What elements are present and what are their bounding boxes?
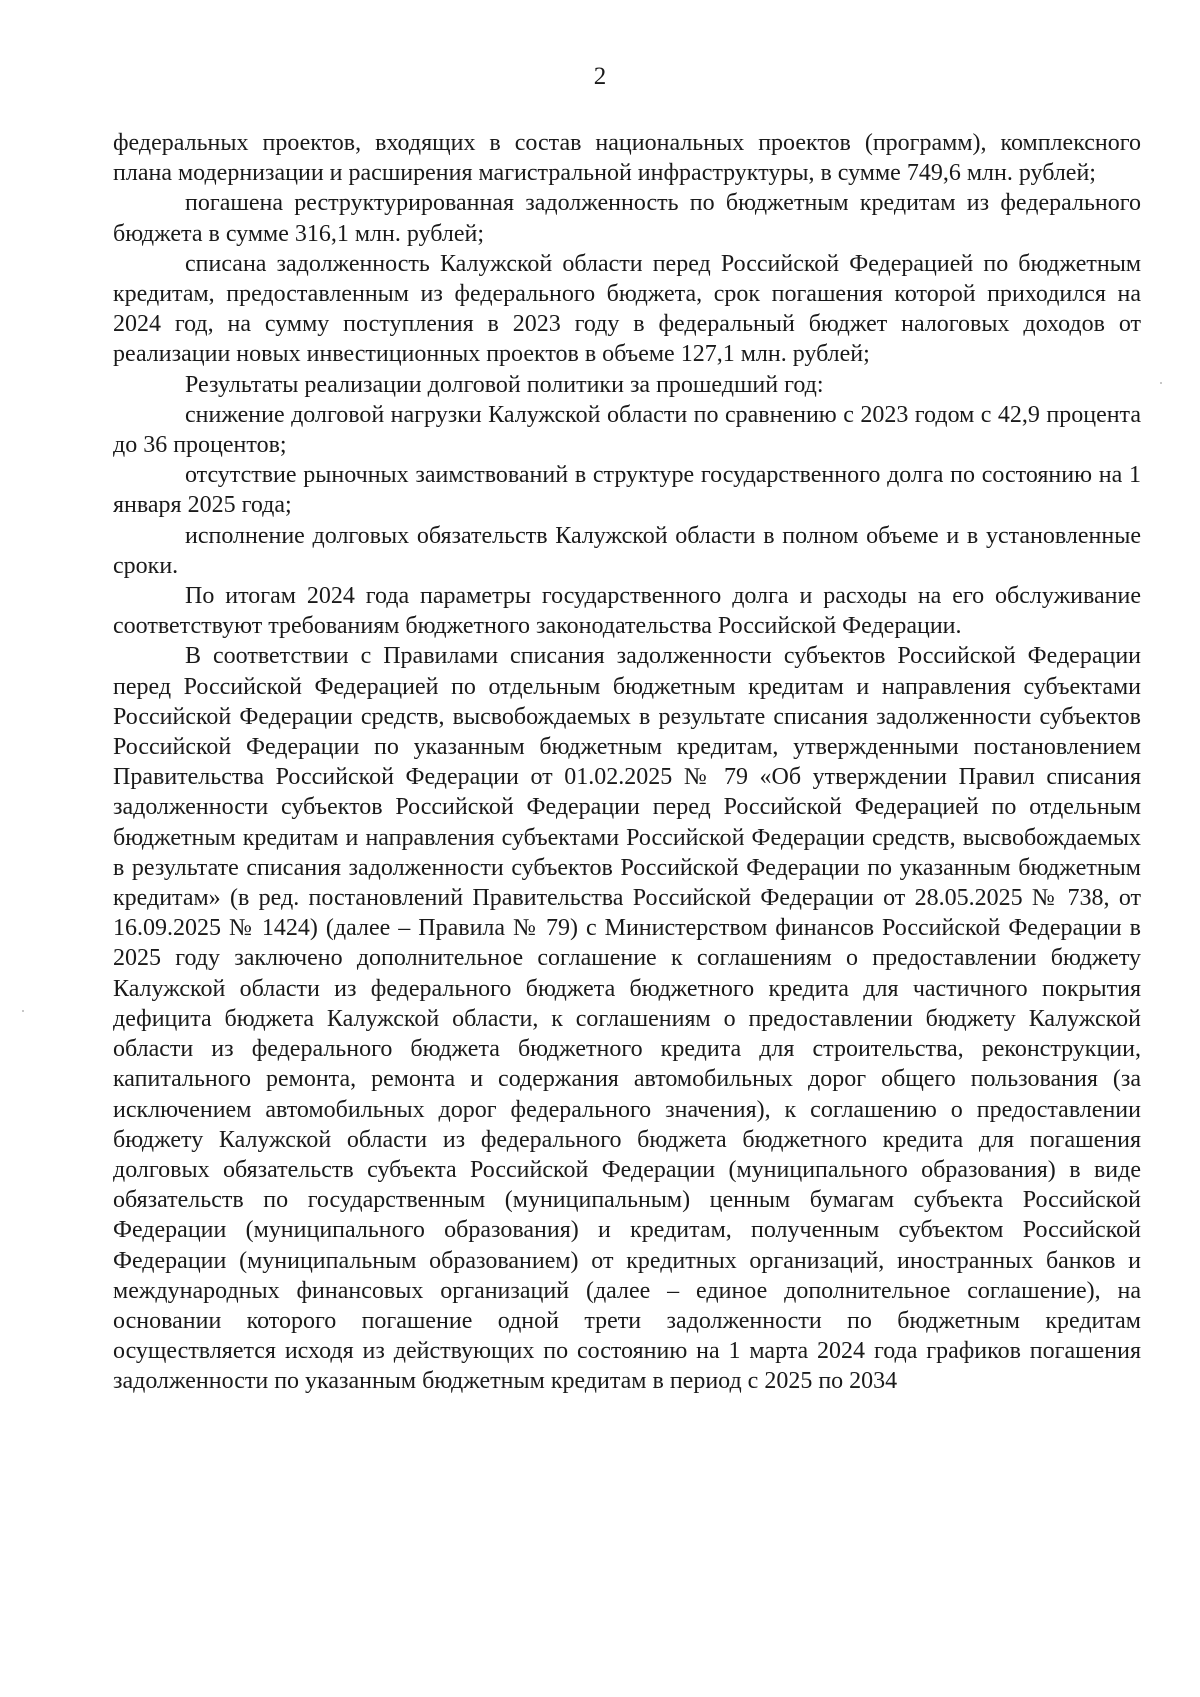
paragraph-1: федеральных проектов, входящих в состав национальных проектов (программ), комплексного плана модернизации и расширения магистральной инфраструктуры, в сумме 749,6 млн. рублей;: [113, 130, 1141, 187]
document-body: [113, 128, 1141, 1397]
paragraph-3: списана задолженность Калужской области перед Российской Федерацией по бюджетным кредитам, предоставленным из федерального бюджета, срок погашения которой приходился на 2024 год, на сумму поступления в 2023 году в федеральный бюджет налоговых доходов от реализации новых инвестиционных проектов в объеме 127,1 млн. рублей;: [113, 250, 1141, 368]
paragraph-7: исполнение долговых обязательств Калужской области в полном объеме и в установленные сроки.: [113, 522, 1141, 579]
paragraph-6: отсутствие рыночных заимствований в структуре государственного долга по состоянию на 1 января 2025 года;: [113, 462, 1141, 519]
paragraph-5: снижение долговой нагрузки Калужской области по сравнению с 2023 годом с 42,9 процента до 36 процентов;: [113, 401, 1141, 459]
scan-speck: [22, 1010, 24, 1012]
paragraph-4: Результаты реализации долговой политики за прошедший год:: [185, 371, 824, 398]
paragraph-2: погашена реструктурированная задолженность по бюджетным кредитам из федерального бюджета в сумме 316,1 млн. рублей;: [113, 190, 1141, 247]
paragraph-9: В соответствии с Правилами списания задолженности субъектов Российской Федерации перед Российской Федерацией по отдельным бюджетным кредитам и направления субъектами Российской Федерации средств, высвобождаемых в результате списания задолженности субъектов Российской Федерации по указанным бюджетным кредитам, утвержденными постановлением Правительства Российской Федерации от 01.02.2025 № 79 «Об утверждении Правил списания задолженности субъектов Российской Федерации перед Российской Федерацией по отдельным бюджетным кредитам и направления субъектами Российской Федерации средств, высвобождаемых в результате списания задолженности субъектов Российской Федерации по указанным бюджетным кредитам» (в ред. постановлений Правительства Российской Федерации от 28.05.2025 № 738, от 16.09.2025 № 1424) (далее – Правила № 79) с Министерством финансов Российской Федерации в 2025 году заключено дополнительное соглашение к соглашениям о предоставлении бюджету Калужской области из федерального бюджета бюджетного кредита для частичного покрытия дефицита бюджета Калужской области, к соглашениям о предоставлении бюджету Калужской области из федерального бюджета бюджетного кредита для строительства, реконструкции, капитального ремонта, ремонта и содержания автомобильных дорог общего пользования (за исключением автомобильных дорог федерального значения), к соглашению о предоставлении бюджету Калужской области из федерального бюджета бюджетного кредита для погашения долговых обязательств субъекта Российской Федерации (муниципального образования) в виде обязательств по государственным (муниципальным) ценным бумагам субъекта Российской Федерации (муниципального образования) и кредитам, полученным субъектом Российской Федерации (муниципальным образованием) от кредитных организаций, иностранных банков и международных финансовых организаций (далее – единое дополнительное соглашение), на основании которого погашение одной трети задолженности по бюджетным кредитам осуществляется исходя из действующих по состоянию на 1 марта 2024 года графиков погашения задолженности по указанным бюджетным кредитам в период с 2025 по 2034: [113, 643, 1141, 1395]
paragraph-8: По итогам 2024 года параметры государственного долга и расходы на его обслуживание соответствуют требованиям бюджетного законодательства Российской Федерации.: [113, 583, 1141, 640]
scan-speck: [1160, 382, 1162, 384]
page-number: 2: [593, 63, 607, 90]
